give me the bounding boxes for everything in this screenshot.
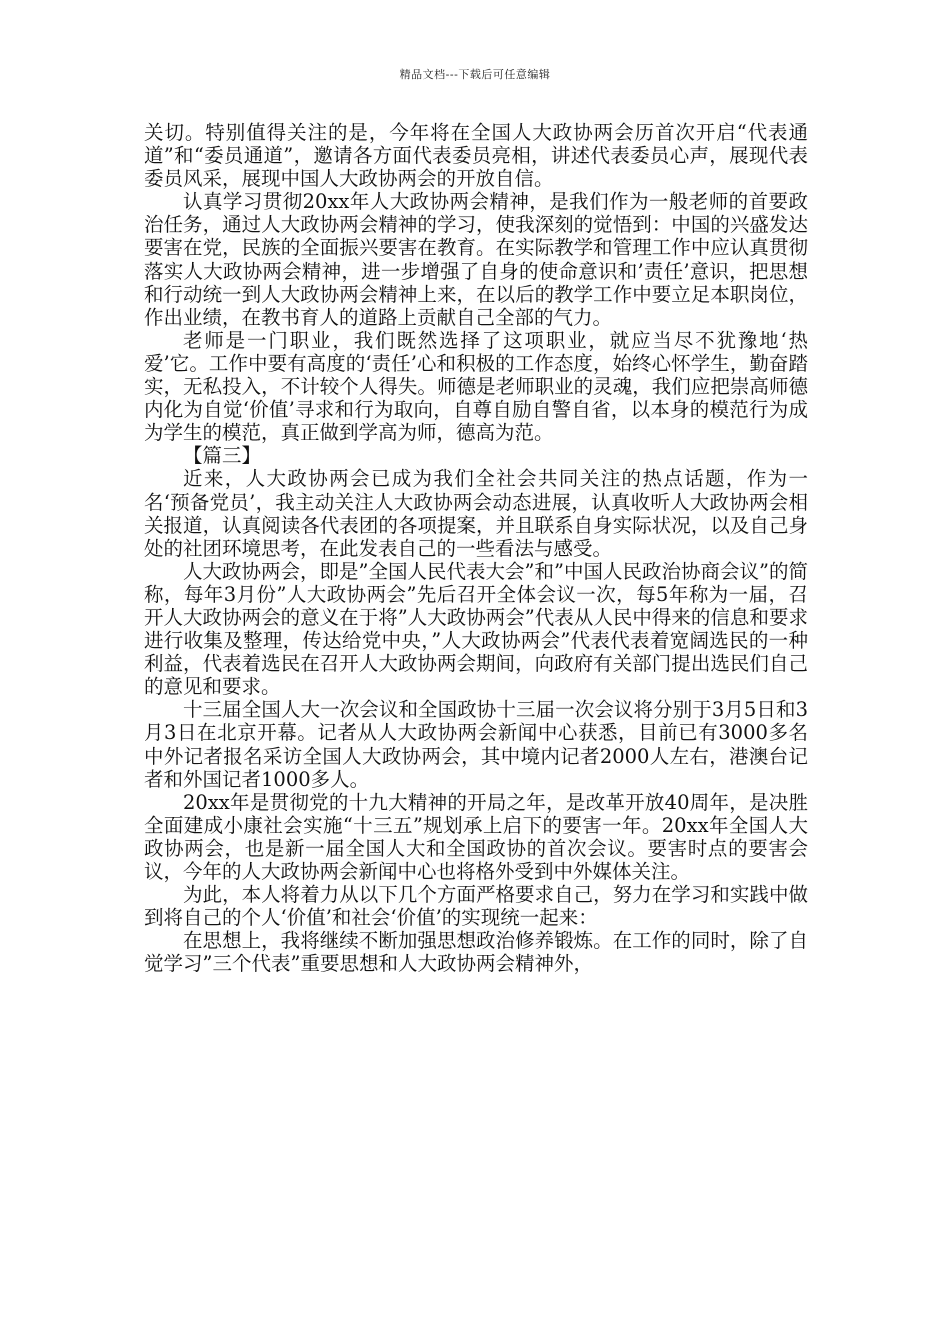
paragraph: 老师是一门职业，我们既然选择了这项职业，就应当尽不犹豫地‘热爱’它。工作中要有高度的‘责任’心和积极的工作态度，始终心怀学生，勤奋踏实，无私投入，不计较个人得失。师德是老师职业的灵魂，我们应把崇高师德内化为自觉‘价值’寻求和行为取向，自尊自励自警自省，以本身的模范行为成为学生的模范，真正做到学高为师，德高为范。 — [144, 328, 808, 445]
paragraph: 人大政协两会，即是”全国人民代表大会”和”中国人民政治协商会议”的简称，每年3月份”人大政协两会”先后召开全体会议一次，每5年称为一届，召开人大政协两会的意义在于将”人大政协两会”代表从人民中得来的信息和要求进行收集及整理，传达给党中央，”人大政协两会”代表代表着宽阔选民的一种利益，代表着选民在召开人大政协两会期间，向政府有关部门提出选民们自己的意见和要求。 — [144, 559, 808, 699]
paragraph: 为此，本人将着力从以下几个方面严格要求自己，努力在学习和实践中做到将自己的个人‘价值’和社会‘价值’的实现统一起来： — [144, 883, 808, 930]
page-header: 精品文档---下载后可任意编辑 — [399, 68, 551, 81]
paragraph: 近来，人大政协两会已成为我们全社会共同关注的热点话题，作为一名‘预备党员’，我主动关注人大政协两会动态进展，认真收听人大政协两会相关报道，认真阅读各代表团的各项提案，并且联系自身实际状况，以及自己身处的社团环境思考，在此发表自己的一些看法与感受。 — [144, 467, 808, 560]
paragraph: 认真学习贯彻20xx年人大政协两会精神，是我们作为一般老师的首要政治任务，通过人大政协两会精神的学习，使我深刻的觉悟到：中国的兴盛发达要害在党，民族的全面振兴要害在教育。在实际教学和管理工作中应认真贯彻落实人大政协两会精神，进一步增强了自身的使命意识和’责任’意识，把思想和行动统一到人大政协两会精神上来，在以后的教学工作中要立足本职岗位，作出业绩，在教书育人的道路上贡献自己全部的气力。 — [144, 190, 808, 329]
paragraph: 关切。特别值得关注的是，今年将在全国人大政协两会历首次开启“代表通道”和“委员通道”，邀请各方面代表委员亮相，讲述代表委员心声，展现代表委员风采，展现中国人大政协两会的开放自信。 — [144, 121, 808, 191]
paragraph: 在思想上，我将继续不断加强思想政治修养锻炼。在工作的同时，除了自觉学习”三个代表”重要思想和人大政协两会精神外， — [144, 929, 808, 976]
section-heading: 【篇三】 — [183, 444, 262, 468]
document-body — [144, 121, 808, 975]
paragraph: 20xx年是贯彻党的十九大精神的开局之年，是改革开放40周年，是决胜全面建成小康社会实施“十三五”规划承上启下的要害一年。20xx年全国人大政协两会，也是新一届全国人大和全国政协的首次会议。要害时点的要害会议，今年的人大政协两会新闻中心也将格外受到中外媒体关注。 — [144, 790, 808, 883]
paragraph: 十三届全国人大一次会议和全国政协十三届一次会议将分别于3月5日和3月3日在北京开幕。记者从人大政协两会新闻中心获悉，目前已有3000多名中外记者报名采访全国人大政协两会，其中境内记者2000人左右，港澳台记者和外国记者1000多人。 — [144, 698, 808, 791]
